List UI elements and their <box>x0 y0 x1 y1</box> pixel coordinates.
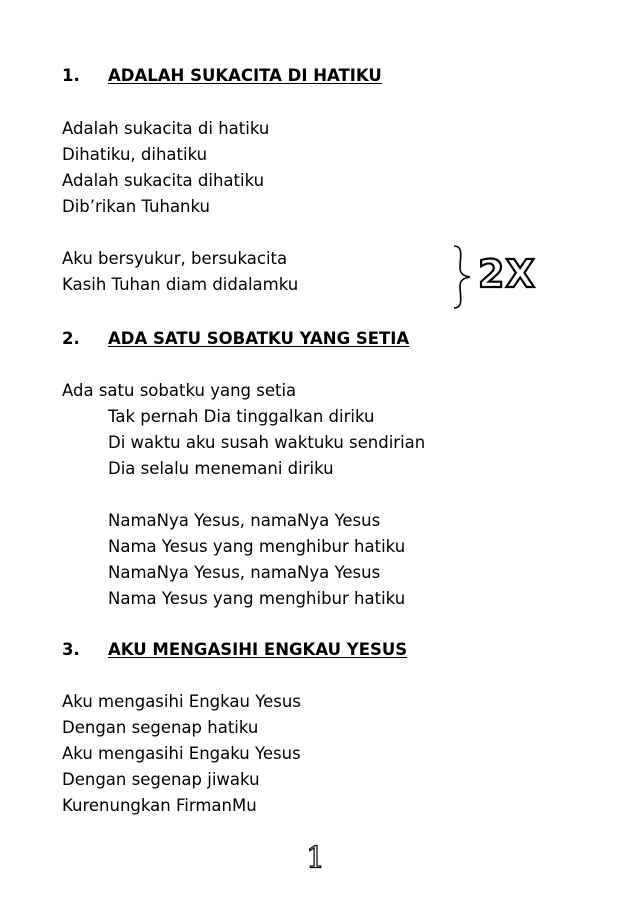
song-2-line-6: Nama Yesus yang menghibur hatiku <box>108 537 406 556</box>
song-3-line-3: Aku mengasihi Engaku Yesus <box>62 744 301 763</box>
song-2-line-4: Dia selalu menemani diriku <box>108 459 334 478</box>
song-3-line-1: Aku mengasihi Engkau Yesus <box>62 692 301 711</box>
right-brace-icon <box>450 244 474 310</box>
repeat-count-label: 2X <box>478 252 536 296</box>
song-2-line-7: NamaNya Yesus, namaNya Yesus <box>108 563 381 582</box>
song-1-title: ADALAH SUKACITA DI HATIKU <box>108 66 382 85</box>
song-2-heading <box>62 329 409 349</box>
song-3-title: AKU MENGASIHI ENGKAU YESUS <box>108 640 408 659</box>
song-1-line-4: Dib’rikan Tuhanku <box>62 197 211 216</box>
song-1-line-3: Adalah sukacita dihatiku <box>62 171 265 190</box>
song-3-line-5: Kurenungkan FirmanMu <box>62 796 257 815</box>
song-2-line-5: NamaNya Yesus, namaNya Yesus <box>108 511 381 530</box>
page-number: 1 <box>306 841 326 876</box>
song-2-line-8: Nama Yesus yang menghibur hatiku <box>108 589 406 608</box>
song-1-line-6: Kasih Tuhan diam didalamku <box>62 275 299 294</box>
song-2-line-3: Di waktu aku susah waktuku sendirian <box>108 433 426 452</box>
song-3-line-4: Dengan segenap jiwaku <box>62 770 260 789</box>
song-3-line-2: Dengan segenap hatiku <box>62 718 259 737</box>
song-2-number: 2. <box>62 329 80 348</box>
song-1-line-2: Dihatiku, dihatiku <box>62 145 208 164</box>
song-2-line-1: Ada satu sobatku yang setia <box>62 381 297 400</box>
song-2-line-2: Tak pernah Dia tinggalkan diriku <box>108 407 375 426</box>
song-2-title: ADA SATU SOBATKU YANG SETIA <box>108 329 410 348</box>
song-3-heading <box>62 640 407 660</box>
song-1-line-5: Aku bersyukur, bersukacita <box>62 249 288 268</box>
song-1-heading <box>62 66 382 86</box>
repeat-marker <box>450 244 540 310</box>
song-1-line-1: Adalah sukacita di hatiku <box>62 119 270 138</box>
song-3-number: 3. <box>62 640 80 659</box>
song-1-number: 1. <box>62 66 80 85</box>
